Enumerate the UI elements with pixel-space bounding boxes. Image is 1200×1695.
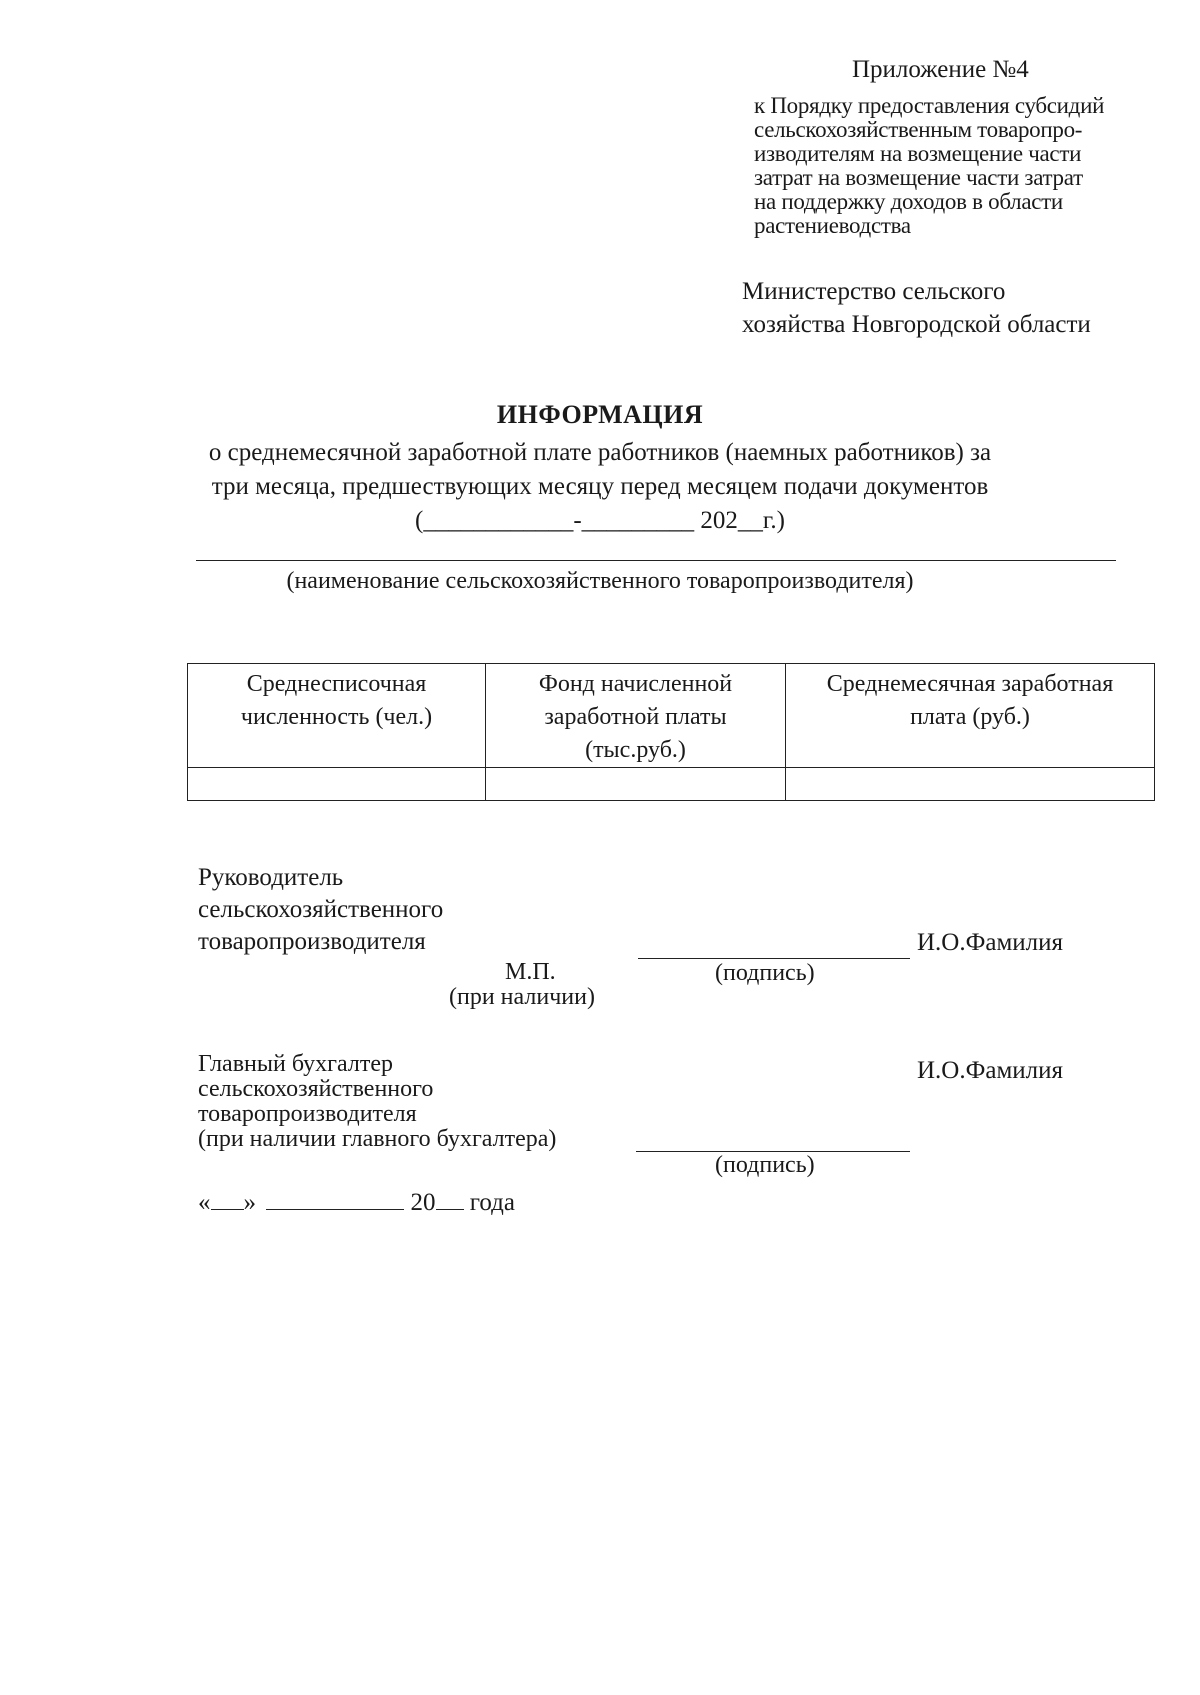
- head-signature-line[interactable]: [638, 958, 910, 959]
- cell-payroll-fund[interactable]: [486, 768, 786, 801]
- producer-name-line[interactable]: [196, 560, 1116, 561]
- ministry-line: Министерство сельского: [742, 278, 1006, 305]
- appendix-line: к Порядку предоставления субсидий: [754, 93, 1105, 118]
- head-role: Руководитель сельскохозяйственного товаропроизводителя: [198, 864, 444, 955]
- accountant-name: И.О.Фамилия: [917, 1057, 1064, 1084]
- appendix-reference: [754, 94, 1104, 238]
- appendix-line: растениеводства: [754, 213, 911, 238]
- subtitle-line: три месяца, предшествующих месяцу перед месяцем подачи документов: [211, 473, 989, 500]
- header-average-salary: Среднемесячная заработная плата (руб.): [786, 664, 1155, 768]
- year-blank[interactable]: [436, 1187, 464, 1210]
- table-row: [188, 768, 1155, 801]
- wage-table: [187, 663, 1155, 801]
- accountant-signature-caption: (подпись): [715, 1152, 815, 1178]
- header-headcount: Среднесписочная численность (чел.): [188, 664, 486, 768]
- head-signature-caption: (подпись): [715, 960, 815, 986]
- subtitle-line: о среднемесячной заработной плате работников (наемных работников) за: [208, 439, 992, 466]
- appendix-title: Приложение №4: [852, 56, 1029, 83]
- appendix-line: изводителям на возмещение части: [754, 141, 1082, 166]
- table-header-row: [188, 664, 1155, 768]
- addressee-ministry: [742, 275, 1091, 341]
- header-payroll-fund: Фонд начисленной заработной платы (тыс.руб.): [486, 664, 786, 768]
- cell-headcount[interactable]: [188, 768, 486, 801]
- day-blank[interactable]: [211, 1187, 244, 1210]
- appendix-line: сельскохозяйственным товаропро-: [754, 117, 1083, 142]
- appendix-line: на поддержку доходов в области: [754, 189, 1063, 214]
- period-field[interactable]: (____________-_________ 202__г.): [415, 507, 785, 534]
- accountant-role: Главный бухгалтер сельскохозяйственного товаропроизводителя (при наличии главного бухгалтера): [198, 1051, 557, 1152]
- ministry-line: хозяйства Новгородской области: [742, 311, 1091, 338]
- month-blank[interactable]: [266, 1187, 404, 1210]
- stamp-note: (при наличии): [449, 984, 595, 1010]
- producer-name-caption: (наименование сельскохозяйственного товаропроизводителя): [286, 568, 914, 594]
- document-subtitle: [0, 436, 1200, 538]
- cell-average-salary[interactable]: [786, 768, 1155, 801]
- stamp-label: М.П.: [505, 959, 556, 985]
- document-title: ИНФОРМАЦИЯ: [496, 400, 704, 429]
- appendix-line: затрат на возмещение части затрат: [754, 165, 1083, 190]
- head-name: И.О.Фамилия: [917, 929, 1064, 956]
- date-line[interactable]: « » 20 года: [198, 1189, 515, 1216]
